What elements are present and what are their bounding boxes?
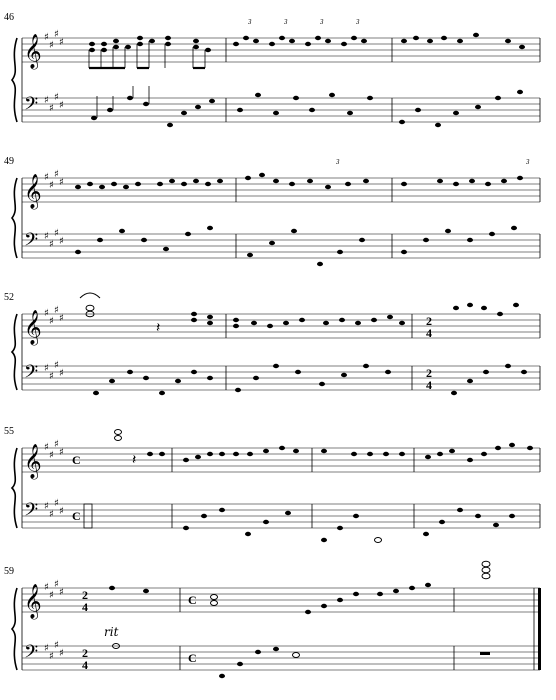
system-1 — [4, 12, 540, 127]
key-signature — [44, 439, 64, 520]
svg-text:♯: ♯ — [59, 313, 64, 324]
svg-text:♯: ♯ — [49, 509, 54, 520]
svg-text:♯: ♯ — [49, 40, 54, 51]
bass-staff — [22, 366, 540, 390]
svg-text:♯: ♯ — [54, 29, 59, 40]
treble-staff — [22, 588, 540, 612]
svg-text:♯: ♯ — [49, 103, 54, 114]
bass-clef-icon: 𝄢 — [24, 642, 39, 667]
svg-text:3: 3 — [356, 18, 360, 26]
svg-text:♯: ♯ — [59, 236, 64, 247]
svg-text:3: 3 — [526, 158, 530, 166]
svg-text:♯: ♯ — [59, 506, 64, 517]
notes-system-2 — [75, 158, 530, 266]
svg-text:4: 4 — [426, 326, 432, 340]
treble-staff — [22, 448, 540, 472]
notes-system-4 — [84, 430, 533, 543]
svg-text:♯: ♯ — [44, 501, 49, 512]
svg-text:♯: ♯ — [59, 100, 64, 111]
svg-text:2: 2 — [426, 366, 432, 380]
svg-text:♯: ♯ — [54, 228, 59, 239]
brace — [12, 178, 17, 258]
svg-text:♯: ♯ — [54, 579, 59, 590]
svg-text:♯: ♯ — [44, 95, 49, 106]
rest-icon: 𝄽 — [132, 452, 137, 468]
measure-number: 55 — [4, 426, 14, 437]
time-signature-common — [188, 593, 197, 665]
bass-clef-icon: 𝄢 — [24, 500, 39, 525]
whole-rest-icon — [480, 652, 490, 655]
svg-text:3: 3 — [336, 158, 340, 166]
svg-text:4: 4 — [82, 600, 88, 614]
svg-text:♯: ♯ — [49, 590, 54, 601]
svg-text:♯: ♯ — [54, 92, 59, 103]
svg-text:♯: ♯ — [44, 363, 49, 374]
key-signature — [44, 579, 64, 662]
time-signature-2-4 — [426, 314, 432, 392]
treble-clef-icon: 𝄞 — [24, 310, 42, 345]
brace — [12, 38, 17, 122]
bass-clef-icon: 𝄢 — [24, 94, 39, 119]
svg-text:♯: ♯ — [49, 239, 54, 250]
svg-text:♯: ♯ — [54, 305, 59, 316]
svg-text:♯: ♯ — [44, 172, 49, 183]
measure-number: 49 — [4, 156, 14, 167]
barlines — [22, 38, 540, 122]
treble-clef-icon: 𝄞 — [24, 174, 42, 209]
treble-clef-icon: 𝄞 — [24, 584, 42, 619]
system-2 — [4, 156, 540, 266]
notes-measure-47 — [233, 18, 373, 115]
bass-clef-icon: 𝄢 — [24, 362, 39, 387]
svg-text:♯: ♯ — [44, 442, 49, 453]
svg-text:C: C — [72, 509, 81, 523]
rest-icon: 𝄽 — [156, 320, 161, 336]
svg-text:♯: ♯ — [49, 651, 54, 662]
bass-staff — [22, 646, 540, 670]
svg-text:♯: ♯ — [59, 368, 64, 379]
svg-text:♯: ♯ — [44, 582, 49, 593]
svg-text:♯: ♯ — [54, 169, 59, 180]
system-5 — [4, 561, 541, 678]
svg-text:♯: ♯ — [59, 587, 64, 598]
brace — [12, 588, 17, 670]
svg-text:♯: ♯ — [44, 231, 49, 242]
bass-clef-icon: 𝄢 — [24, 230, 39, 255]
time-signature-common — [72, 453, 81, 523]
key-signature — [44, 29, 64, 114]
brace — [12, 314, 17, 390]
treble-clef-icon: 𝄞 — [24, 34, 42, 69]
bass-staff — [22, 234, 540, 258]
measure-number: 46 — [4, 12, 14, 23]
bass-staff — [22, 98, 540, 122]
svg-text:C: C — [72, 453, 81, 467]
svg-text:♯: ♯ — [59, 177, 64, 188]
brace — [12, 448, 17, 528]
svg-text:3: 3 — [248, 18, 252, 26]
svg-text:2: 2 — [426, 314, 432, 328]
treble-staff — [22, 178, 540, 202]
svg-text:♯: ♯ — [49, 371, 54, 382]
svg-text:3: 3 — [320, 18, 324, 26]
svg-text:2: 2 — [82, 646, 88, 660]
svg-text:♯: ♯ — [49, 450, 54, 461]
svg-text:C: C — [188, 651, 197, 665]
notes-system-5 — [109, 561, 490, 678]
svg-text:♯: ♯ — [54, 439, 59, 450]
svg-text:♯: ♯ — [59, 37, 64, 48]
system-3 — [4, 292, 540, 395]
svg-text:2: 2 — [82, 588, 88, 602]
notes-system-3 — [80, 293, 527, 395]
svg-text:4: 4 — [82, 658, 88, 672]
svg-text:♯: ♯ — [44, 308, 49, 319]
notes-measure-48 — [399, 33, 525, 127]
key-signature — [44, 305, 64, 382]
svg-text:♯: ♯ — [54, 498, 59, 509]
system-4 — [4, 426, 540, 543]
barlines — [22, 314, 540, 390]
svg-text:♯: ♯ — [54, 360, 59, 371]
measure-number: 52 — [4, 292, 14, 303]
svg-text:C: C — [188, 593, 197, 607]
svg-text:♯: ♯ — [44, 643, 49, 654]
final-barline — [538, 588, 541, 670]
key-signature — [44, 169, 64, 250]
treble-clef-icon: 𝄞 — [24, 444, 42, 479]
notes-measure-46 — [89, 36, 215, 127]
time-signature-2-4 — [82, 588, 88, 672]
svg-text:♯: ♯ — [49, 316, 54, 327]
measure-number: 59 — [4, 566, 14, 577]
svg-text:♯: ♯ — [59, 648, 64, 659]
treble-staff — [22, 314, 540, 338]
bass-staff — [22, 504, 540, 528]
svg-text:♯: ♯ — [59, 447, 64, 458]
svg-text:3: 3 — [284, 18, 288, 26]
svg-text:♯: ♯ — [49, 180, 54, 191]
svg-text:♯: ♯ — [54, 640, 59, 651]
svg-text:♯: ♯ — [44, 32, 49, 43]
dynamic-rit: rit — [104, 625, 119, 639]
svg-text:4: 4 — [426, 378, 432, 392]
